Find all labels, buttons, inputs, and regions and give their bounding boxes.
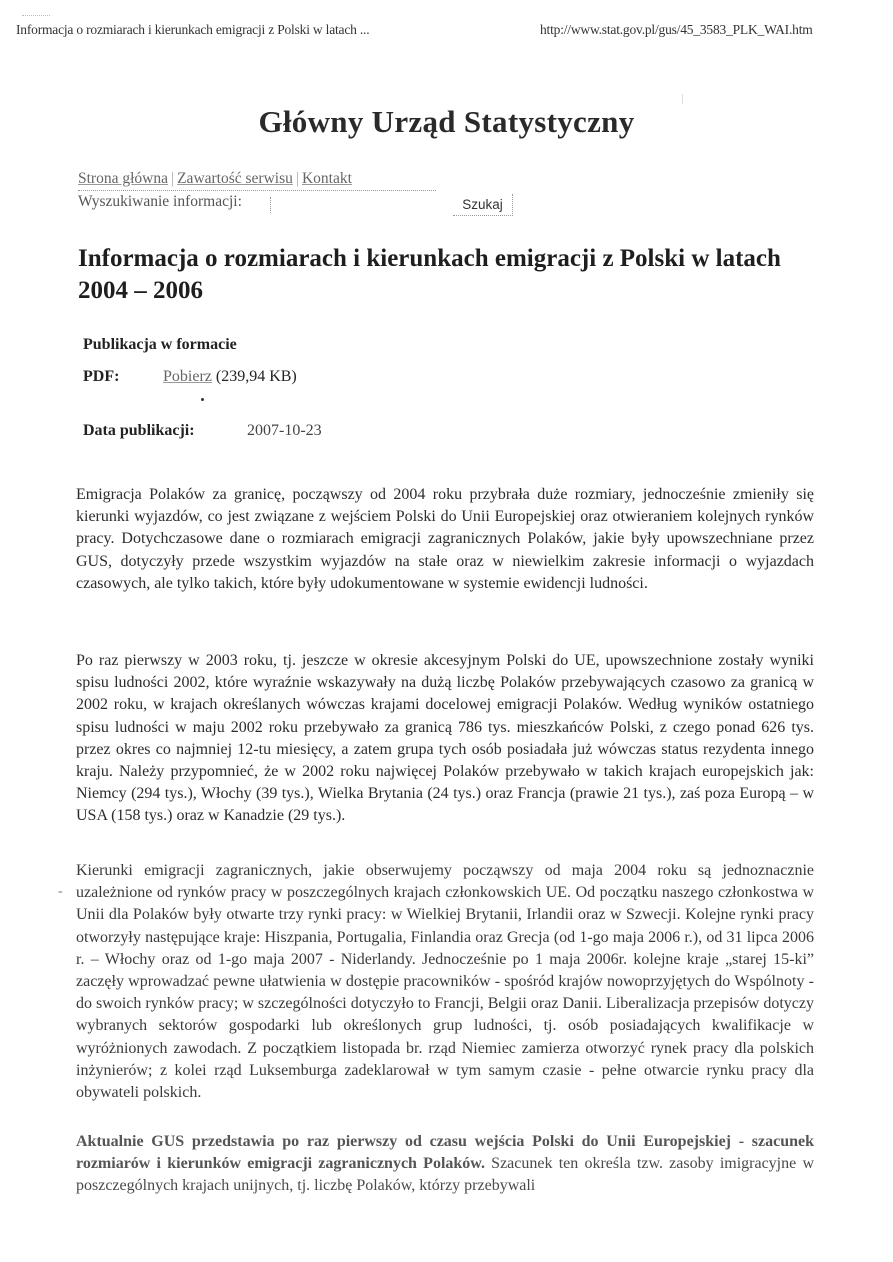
publication-date-row: [83, 422, 322, 440]
nav-link-site-contents[interactable]: Zawartość serwisu: [177, 170, 293, 187]
search-form: [78, 193, 503, 212]
site-title: Główny Urząd Statystyczny: [258, 104, 635, 139]
publication-format-label: Publikacja w formacie: [83, 336, 237, 353]
body-paragraph-1: Emigracja Polaków za granicę, począwszy od 2004 roku przybrała duże rozmiary, jednocześnie zmieniły się kierunki wyjazdów, co jest związane z wejściem Polski do Unii Europejskiej oraz otwieraniem kolejnych rynków pracy. Dotychczasowe dane o rozmiarach emigracji zagranicznych Polaków, jakie były upowszechniane przez GUS, dotyczyły przede wszystkim wyjazdów na stałe oraz w niewielkim zakresie informacji o wyjazdach czasowych, ale tylko takich, które były udokumentowane w systemie ewidencji ludności.: [76, 486, 814, 592]
search-button[interactable]: Szukaj: [453, 194, 513, 216]
pdf-label: PDF:: [83, 368, 120, 385]
nav-link-home[interactable]: Strona główna: [78, 170, 168, 187]
nav-divider: [78, 190, 436, 191]
print-header-page-title: Informacja o rozmiarach i kierunkach emigracji z Polski w latach ...: [16, 22, 370, 37]
pdf-file-size: (239,94 KB): [215, 368, 297, 385]
scan-speck: [22, 15, 50, 16]
scan-mark: [682, 94, 683, 104]
pdf-download-link[interactable]: Pobierz: [163, 368, 212, 385]
body-paragraph-4-rest: Szacunek ten określa tzw. zasoby imigracyjne w poszczególnych krajach unijnych, tj. liczbę Polaków, którzy przebywali: [76, 1155, 815, 1195]
publication-pdf-row: [83, 368, 297, 386]
search-input[interactable]: [270, 197, 441, 213]
print-header-url: http://www.stat.gov.pl/gus/45_3583_PLK_WAI.htm: [540, 22, 813, 37]
nav-separator: |: [170, 170, 175, 187]
body-paragraph-3: Kierunki emigracji zagranicznych, jakie obserwujemy począwszy od maja 2004 roku są jednoznacznie uzależnione od rynków pracy w poszczególnych krajach członkowskich UE. Od początku naszego członkostwa w Unii dla Polaków były otwarte trzy rynki pracy: w Wielkiej Brytanii, Irlandii oraz w Szwecji. Kolejne rynki pracy otworzyły następujące kraje: Hiszpania, Portugalia, Finlandia oraz Grecja (od 1-go maja 2006 r.), od 31 lipca 2006 r. – Włochy oraz od 1-go maja 2007 - Niderlandy. Jednocześnie po 1 maja 2006r. kolejne kraje „starej 15-ki” zaczęły wprowadzać pewne ułatwienia w dostępie pracowników - spośród krajów nowoprzyjętych do Wspólnoty - do swoich rynków pracy; w szczególności dotyczyło to Francji, Belgii oraz Danii. Liberalizacja przepisów dotyczy wybranych sektorów gospodarki lub określonych grup ludności, tj. osób posiadających kwalifikacje w wyróżnionych zawodach. Z początkiem listopada br. rząd Niemiec zamierza otworzyć rynek pracy dla polskich inżynierów; z kolei rząd Luksemburga zadeklarował w tym samym czasie - pełne otwarcie rynku pracy dla obywateli polskich.: [76, 862, 814, 1102]
search-label: Wyszukiwanie informacji:: [78, 193, 242, 210]
body-paragraph-2: Po raz pierwszy w 2003 roku, tj. jeszcze w okresie akcesyjnym Polski do UE, upowszechnione zostały wyniki spisu ludności 2002, które wyraźnie wskazywały na dużą liczbę Polaków przebywających czasowo za granicą w 2002 roku, w krajach określanych wówczas krajami docelowej emigracji Polaków. Według wyników ostatniego spisu ludności w maju 2002 roku przebywało za granicą 786 tys. mieszkańców Polski, z czego ponad 626 tys. przez okres co najmniej 12-tu miesięcy, a zatem grupa tych osób posiadała już wówczas status rezydenta innego kraju. Należy przypomnieć, że w 2002 roku najwięcej Polaków przebywało w takich krajach europejskich jak: Niemcy (294 tys.), Włochy (39 tys.), Wielka Brytania (24 tys.) oraz Francja (prawie 21 tys.), zaś poza Europą – w USA (158 tys.) oraz w Kanadzie (29 tys.).: [76, 652, 814, 825]
publication-date-value: 2007-10-23: [247, 422, 322, 439]
document-title: Informacja o rozmiarach i kierunkach emigracji z Polski w latach 2004 – 2006: [78, 245, 781, 304]
scan-dot: [201, 398, 204, 401]
nav-link-contact[interactable]: Kontakt: [301, 170, 352, 187]
body-paragraph-4-bold: Aktualnie GUS przedstawia po raz pierwszy od czasu wejścia Polski do Unii Europejskiej - szacunek rozmiarów i kierunków emigracji zagranicznych Polaków.: [76, 1133, 814, 1173]
publication-date-label: Data publikacji:: [83, 422, 195, 439]
margin-mark: -: [58, 884, 63, 899]
nav-separator: |: [295, 170, 299, 187]
top-nav: [78, 170, 352, 188]
body-paragraph-4: [76, 1131, 814, 1198]
